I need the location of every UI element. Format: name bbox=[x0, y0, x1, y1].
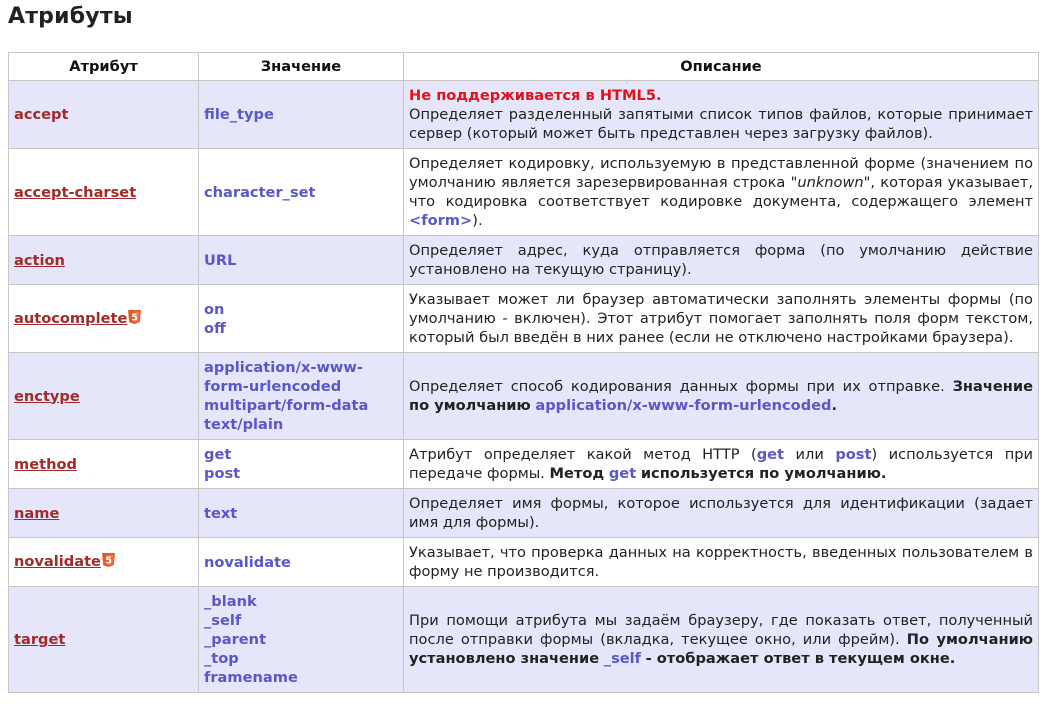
value-cell bbox=[199, 440, 404, 489]
header-value: Значение bbox=[199, 53, 404, 81]
description-cell bbox=[404, 489, 1039, 538]
description-text: или bbox=[784, 446, 836, 463]
attr-cell bbox=[9, 81, 199, 149]
value-item: get bbox=[204, 446, 232, 463]
attr-link-enctype[interactable]: enctype bbox=[14, 387, 80, 405]
table-row bbox=[9, 538, 1039, 587]
table-row bbox=[9, 236, 1039, 285]
default-label: По умолчанию установлено значение bbox=[409, 631, 1033, 667]
value-cell bbox=[199, 587, 404, 693]
description-text: ) используется при передаче формы. bbox=[409, 446, 1033, 482]
description-cell bbox=[404, 353, 1039, 440]
default-value: application/x-www-form-urlencoded bbox=[535, 397, 832, 414]
value-cell bbox=[199, 285, 404, 353]
description-cell bbox=[404, 236, 1039, 285]
attr-link-action[interactable]: action bbox=[14, 251, 65, 269]
table-row bbox=[9, 489, 1039, 538]
default-value: _self bbox=[603, 650, 641, 667]
value-item: _blank bbox=[204, 593, 257, 610]
get-keyword: get bbox=[756, 446, 785, 463]
value-cell bbox=[199, 538, 404, 587]
description-cell bbox=[404, 538, 1039, 587]
header-attribute: Атрибут bbox=[9, 53, 199, 81]
description-text: При помощи атрибута мы задаём браузеру, где показать ответ, полученный после отправки формы (вкладка, текущее окно, или фрейм). bbox=[409, 612, 1033, 648]
table-row bbox=[9, 353, 1039, 440]
value-item: application/x-www-form-urlencoded bbox=[204, 359, 363, 395]
table-header-row bbox=[9, 53, 1039, 81]
get-keyword: get bbox=[608, 465, 637, 482]
default-label: Метод bbox=[549, 465, 605, 482]
default-label: используется по умолчанию. bbox=[640, 465, 887, 482]
unsupported-warning: Не поддерживается в HTML5. bbox=[409, 87, 662, 104]
description-cell bbox=[404, 285, 1039, 353]
svg-text:5: 5 bbox=[131, 311, 139, 323]
attr-link-novalidate[interactable]: novalidate bbox=[14, 553, 101, 570]
description-text: Указывает, что проверка данных на корректность, введенных пользователем в форму не производится. bbox=[409, 544, 1033, 580]
attr-cell bbox=[9, 440, 199, 489]
description-text: Определяет имя формы, которое используется для идентификации (задает имя для формы). bbox=[409, 495, 1033, 531]
value-item: _parent bbox=[204, 631, 267, 648]
attr-name-accept: accept bbox=[14, 106, 69, 123]
attr-cell bbox=[9, 149, 199, 236]
description-text: Определяет кодировку, используемую в представленной форме (значением по умолчанию является зарезервированная строка bbox=[409, 155, 1033, 191]
value-item: on bbox=[204, 300, 225, 318]
description-text: Определяет разделенный запятыми список типов файлов, которые принимает сервер (который может быть представлен через загрузку файлов). bbox=[409, 106, 1033, 142]
description-cell bbox=[404, 81, 1039, 149]
value-cell bbox=[199, 489, 404, 538]
html5-icon bbox=[102, 553, 115, 572]
table-row bbox=[9, 587, 1039, 693]
attributes-table bbox=[8, 52, 1039, 693]
value-item: file_type bbox=[204, 106, 274, 123]
value-cell bbox=[199, 353, 404, 440]
description-text: , которая указывает, что кодировка соответствует кодировке документа, содержащего элемент bbox=[409, 174, 1033, 210]
description-text: ). bbox=[472, 212, 483, 229]
description-text: Указывает может ли браузер автоматически заполнять элементы формы (по умолчанию - включен). Этот атрибут помогает заполнять поля форм текстом, который был введён в них ранее (если не отключено настройками браузера). bbox=[409, 291, 1033, 346]
attr-cell bbox=[9, 587, 199, 693]
table-row bbox=[9, 81, 1039, 149]
value-item: _self bbox=[204, 612, 242, 629]
value-item: text bbox=[204, 504, 238, 522]
form-element-link[interactable]: <form> bbox=[409, 212, 473, 229]
header-description: Описание bbox=[404, 53, 1039, 81]
table-row bbox=[9, 440, 1039, 489]
table-row bbox=[9, 285, 1039, 353]
value-item: URL bbox=[204, 251, 237, 269]
value-cell bbox=[199, 81, 404, 149]
description-text: Определяет способ кодирования данных формы при их отправке. bbox=[409, 378, 953, 395]
attr-cell bbox=[9, 489, 199, 538]
unknown-string: "unknown" bbox=[790, 174, 871, 191]
attr-link-target[interactable]: target bbox=[14, 631, 66, 648]
description-cell bbox=[404, 440, 1039, 489]
description-cell bbox=[404, 149, 1039, 236]
attr-link-name[interactable]: name bbox=[14, 504, 60, 522]
attr-link-autocomplete[interactable]: autocomplete bbox=[14, 309, 128, 327]
default-label: Значение по умолчанию bbox=[409, 378, 1033, 414]
description-text: Определяет адрес, куда отправляется форма (по умолчанию действие установлено на текущую страницу). bbox=[409, 242, 1033, 278]
value-item: multipart/form-data bbox=[204, 397, 369, 414]
value-item: framename bbox=[204, 669, 298, 686]
value-item: novalidate bbox=[204, 553, 291, 571]
value-item: off bbox=[204, 319, 226, 337]
table-row bbox=[9, 149, 1039, 236]
value-cell bbox=[199, 236, 404, 285]
page-title: Атрибуты bbox=[8, 4, 133, 29]
default-label: - отображает ответ в текущем окне. bbox=[645, 650, 956, 667]
attr-cell bbox=[9, 538, 199, 587]
value-item: text/plain bbox=[204, 416, 284, 433]
svg-text:5: 5 bbox=[105, 555, 112, 567]
attr-link-method[interactable]: method bbox=[14, 455, 77, 473]
html5-icon bbox=[128, 310, 141, 329]
description-text: . bbox=[831, 397, 838, 414]
description-cell bbox=[404, 587, 1039, 693]
value-item: post bbox=[204, 465, 241, 482]
attr-link-accept-charset[interactable]: accept-charset bbox=[14, 183, 137, 201]
attr-cell bbox=[9, 353, 199, 440]
attr-cell bbox=[9, 285, 199, 353]
value-item: _top bbox=[204, 650, 239, 667]
value-cell bbox=[199, 149, 404, 236]
description-text: Атрибут определяет какой метод HTTP ( bbox=[409, 446, 757, 463]
value-item: character_set bbox=[204, 183, 316, 201]
post-keyword: post bbox=[835, 446, 872, 463]
attr-cell bbox=[9, 236, 199, 285]
